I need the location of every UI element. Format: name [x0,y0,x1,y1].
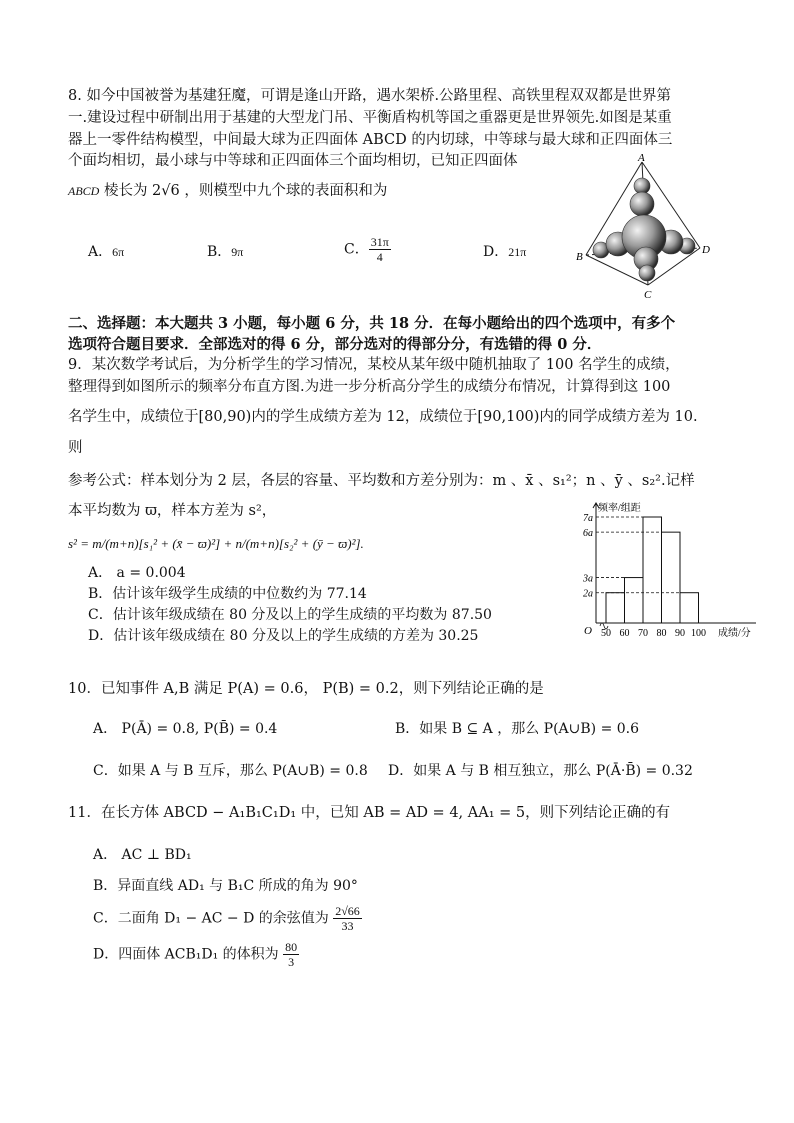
vertex-label-d: D [702,244,710,256]
x-axis-label: 成绩/分 [718,628,751,639]
q8-option-c: C． $\frac{31\pi}{4}$ [344,235,389,264]
q11-option-c: C．二面角 D₁ − AC − D 的余弦值为 $\frac{2√66}{33}$ [93,904,360,933]
q8-line-4: 个面均相切，最小球与中等球和正四面体三个面均相切，已知正四面体 [68,153,518,169]
q11-option-d: D．四面体 ACB₁D₁ 的体积为 $\frac{80}{3}$ [93,940,298,969]
y-tick-label: 7a [583,513,593,524]
q9-line-1: 9．某次数学考试后，为分析学生的学习情况，某校从某年级中随机抽取了 100 名学生的成绩， [68,357,680,373]
q8-line-2: 一.建设过程中研制出用于基建的大型龙门吊、平衡盾构机等国之重器更是世界领先.如图是某重 [68,110,672,126]
q10-stem: 10．已知事件 A,B 满足 P(A) = 0.6， P(B) = 0.2，则下列结论正确的是 [68,681,544,697]
section-2-line-2: 选项符合题目要求．全部选对的得 6 分，部分选对的得部分分，有选错的得 0 分． [68,336,602,353]
q9-line-6: 本平均数为 ϖ，样本方差为 s²， [68,503,277,519]
y-tick-label: 2a [583,588,593,600]
q9-option-c: C．估计该年级成绩在 80 分及以上的学生成绩的平均数为 87.50 [88,607,492,623]
q10-option-a: A． P(Ā) = 0.8, P(B̄) = 0.4 [93,721,278,737]
histogram-bar [606,593,625,623]
q8-line-1: 8. 如今中国被誉为基建狂魔，可谓是逢山开路，遇水架桥.公路里程、高铁里程双双都是世界第 [68,88,672,104]
origin-label: O [584,625,592,637]
q9-option-b: B．估计该年级学生成绩的中位数约为 77.14 [88,586,367,602]
q9-option-a: A． a = 0.004 [88,565,186,581]
tetrahedron-figure [572,152,722,302]
q9-option-d: D．估计该年级成绩在 80 分及以上的学生成绩的方差为 30.25 [88,628,479,644]
vertex-label-c: C [644,289,652,301]
x-tick-label: 70 [638,628,648,639]
y-tick-label: 6a [583,528,593,540]
histogram-bar [680,593,699,623]
q8-option-b: B．9π [207,244,244,260]
q8-option-a: A．6π [88,244,125,260]
frequency-histogram [570,495,760,645]
x-tick-label: 90 [675,628,685,639]
q8-option-d: D．21π [483,244,527,260]
q9-line-3: 名学生中，成绩位于[80,90)内的学生成绩方差为 12，成绩位于[90,100)内的同学成绩方差为 10. [68,409,698,425]
section-2-line-1: 二、选择题：本大题共 3 小题，每小题 6 分，共 18 分．在每小题给出的四个选项中，有多个 [68,315,676,332]
q10-option-c: C．如果 A 与 B 互斥，那么 P(A∪B) = 0.8 [93,763,368,779]
q9-line-5: 参考公式：样本划分为 2 层，各层的容量、平均数和方差分别为：m 、x̄ 、s₁²；n 、ȳ 、s₂².记样 [68,473,695,489]
q10-option-b: B．如果 B ⊆ A ，那么 P(A∪B) = 0.6 [395,721,640,737]
q9-formula: s² = m/(m+n)[s₁² + (x̄ − ϖ)²] + n/(m+n)[s₂² + (ȳ − ϖ)²]. [68,536,364,551]
q8-line-3: 器上一零件结构模型，中间最大球为正四面体 ABCD 的内切球，中等球与最大球和正四面体三 [68,132,673,148]
q9-line-2: 整理得到如图所示的频率分布直方图.为进一步分析高分学生的成绩分布情况，计算得到这 100 [68,379,671,395]
y-axis-label: 频率/组距 [598,503,641,514]
q11-option-b: B．异面直线 AD₁ 与 B₁C 所成的角为 90° [93,878,358,894]
q8-line-5: ABCD 棱长为 2√6 ，则模型中九个球的表面积和为 [68,183,388,199]
vertex-label-b: B [576,251,583,263]
vertex-label-a: A [638,152,645,164]
x-tick-label: 60 [619,628,630,639]
x-tick-label: 100 [691,628,706,639]
x-tick-label: 80 [656,628,667,639]
q9-line-4: 则 [68,440,83,456]
y-tick-label: 3a [583,573,593,585]
q10-option-d: D．如果 A 与 B 相互独立，那么 P(Ā·B̄) = 0.32 [388,763,693,779]
q11-stem: 11．在长方体 ABCD − A₁B₁C₁D₁ 中，已知 AB = AD = 4, AA₁ = 5，则下列结论正确的有 [68,805,671,821]
histogram-bar [625,578,644,623]
q11-option-a: A． AC ⊥ BD₁ [93,847,192,863]
x-tick-label: 50 [601,628,611,639]
histogram-bar [662,532,681,623]
histogram-bar [643,517,662,623]
